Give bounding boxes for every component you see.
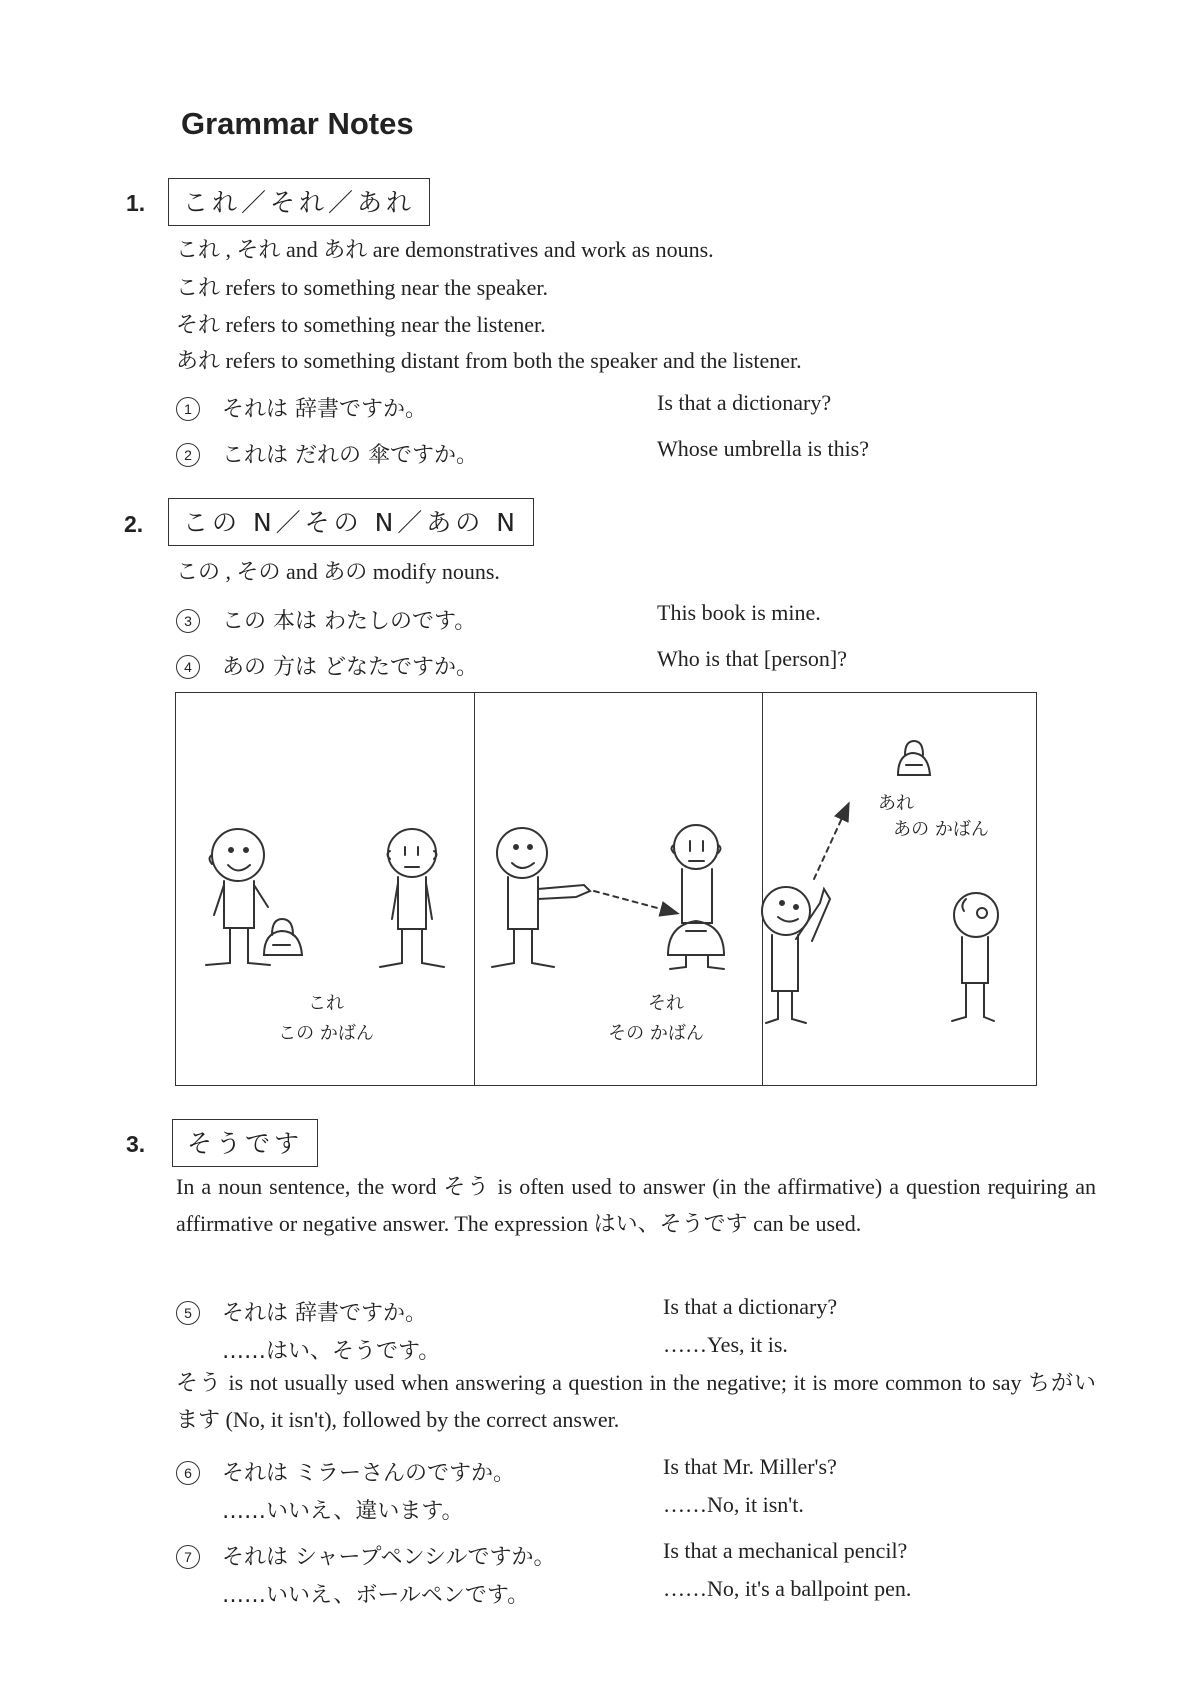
example-2 [176,438,478,469]
example-5-english: Is that a dictionary? [663,1294,838,1319]
example-5-japanese: それは 辞書ですか。 [222,1301,427,1326]
example-3-japanese: この 本は わたしのです。 [222,609,477,634]
caption-word-3: あれ [878,793,914,814]
caption-word-2: それ [648,993,684,1014]
example-6-english: Is that Mr. Miller's? [663,1454,837,1479]
listener-figure-2 [668,825,724,969]
caption-phrase-2: その かばん [608,1023,704,1044]
section-2-heading: この N／その N／あの N [168,498,534,546]
speaker-figure-1 [206,829,270,965]
bag-icon-1 [264,919,302,955]
example-6-answer: ……いいえ、違います。 [222,1499,464,1524]
example-1-english: Is that a dictionary? [657,390,832,415]
section-2-line-1: この , その and あの modify nouns. [176,559,500,584]
example-6 [176,1456,515,1487]
section-1-number: 1. [126,190,146,216]
example-1-number: 1 [176,397,200,421]
section-1-line-2: これ refers to something near the speaker. [176,275,549,300]
example-3-english: This book is mine. [657,600,821,625]
section-3-paragraph-2: そう is not usually used when answering a question in the negative; it is more common to say ちがいます (No, it isn't), followed by the correct answer. [176,1370,1096,1432]
section-1-line-4: あれ refers to something distant from both the speaker and the listener. [176,348,802,373]
example-4-japanese: あの 方は どなたですか。 [222,655,478,680]
example-7-english: Is that a mechanical pencil? [663,1538,908,1563]
example-2-number: 2 [176,443,200,467]
section-3-paragraph-1: In a noun sentence, the word そう is often used to answer (in the affirmative) a question requiring an affirmative or negative answer. The expression はい、そうです can be used. [176,1174,1096,1236]
example-6-number: 6 [176,1461,200,1485]
section-3-number: 3. [126,1131,146,1157]
example-3 [176,604,476,635]
pointing-arrow-2 [594,891,676,913]
section-3-heading: そうです [172,1119,318,1167]
section-1-line-3: それ refers to something near the listener. [176,312,546,337]
example-7-english-answer: ……No, it's a ballpoint pen. [663,1576,912,1601]
page-title: Grammar Notes [181,106,414,141]
demonstrative-illustration [175,692,1037,1086]
section-1-line-1: これ , それ and あれ are demonstratives and work as nouns. [176,237,714,262]
example-4-english: Who is that [person]? [657,646,847,671]
example-5 [176,1296,427,1327]
example-7-japanese: それは シャープペンシルですか。 [222,1545,556,1570]
example-5-answer: ……はい、そうです。 [222,1339,441,1364]
caption-phrase-3: あの かばん [893,819,989,840]
example-2-japanese: これは だれの 傘ですか。 [222,443,478,468]
example-2-english: Whose umbrella is this? [657,436,870,461]
example-7 [176,1540,555,1571]
example-3-number: 3 [176,609,200,633]
example-6-japanese: それは ミラーさんのですか。 [222,1461,515,1486]
bag-icon-3 [898,741,930,775]
example-5-english-answer: ……Yes, it is. [663,1332,788,1357]
example-7-number: 7 [176,1545,200,1569]
example-5-number: 5 [176,1301,200,1325]
speaker-figure-3 [762,887,830,1023]
example-6-english-answer: ……No, it isn't. [663,1492,804,1517]
example-7-answer: ……いいえ、ボールペンです。 [222,1583,530,1608]
pointing-arrow-3 [814,805,848,879]
example-1-japanese: それは 辞書ですか。 [222,397,427,422]
listener-figure-3 [952,893,998,1021]
listener-figure-1 [380,829,444,967]
example-4 [176,650,478,681]
caption-word-1: これ [308,993,344,1014]
section-2-number: 2. [124,511,144,537]
speaker-figure-2 [492,828,590,967]
example-4-number: 4 [176,655,200,679]
example-1 [176,392,427,423]
caption-phrase-1: この かばん [278,1023,374,1044]
section-1-heading: これ／それ／あれ [168,178,430,226]
